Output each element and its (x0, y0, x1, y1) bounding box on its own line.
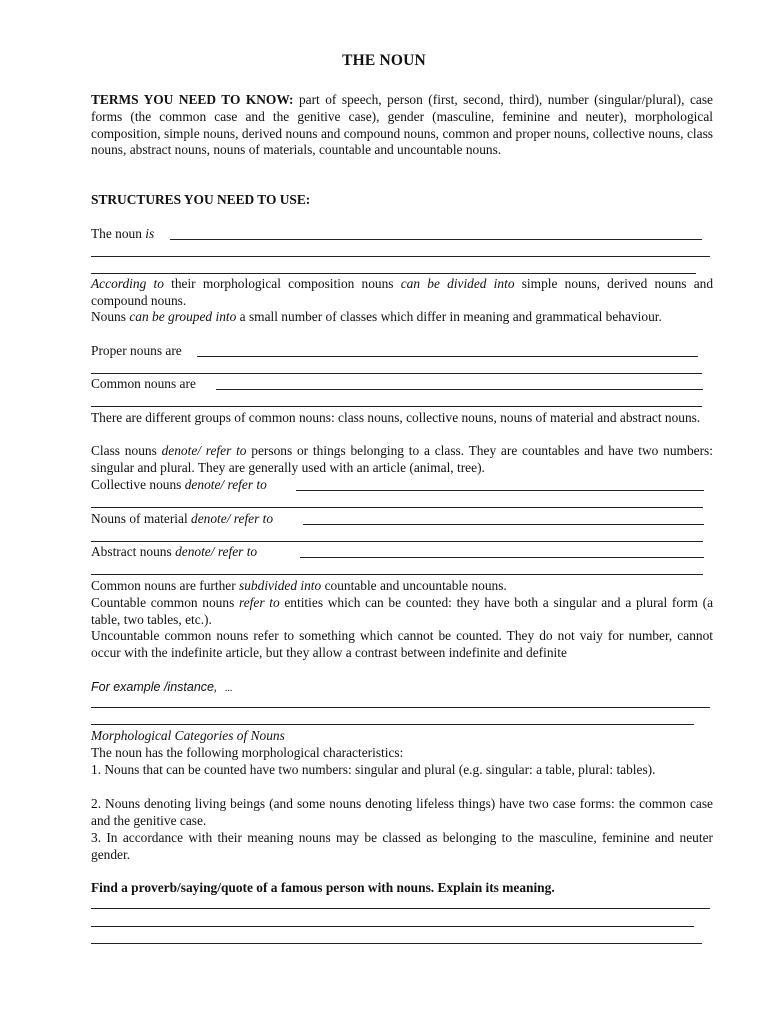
page-title: THE NOUN (342, 52, 426, 69)
answer-line[interactable] (91, 406, 702, 407)
answer-line[interactable] (91, 574, 703, 575)
subdivided-line (91, 578, 713, 595)
noun-is-verb: is (145, 226, 155, 241)
phrase-italic: denote/ refer to (175, 544, 258, 559)
answer-line[interactable] (197, 356, 698, 357)
answer-line[interactable] (296, 490, 704, 491)
uncountable-paragraph: Uncountable common nouns refer to something which cannot be counted. They do not vaiy for number, cannot occur with the indefinite article, but they allow a contrast between indefinite and definite (91, 628, 713, 660)
answer-line[interactable] (170, 239, 702, 240)
morph-categories-intro: The noun has the following morphological characteristics: (91, 745, 404, 760)
terms-text: part of speech, person (first, second, third), number (singular/plural), case forms (the common case and the genitive case), gender (masculine, feminine and neuter), morphological composition, simple nouns, derived nouns and compound nouns, common and proper nouns, collective nouns, class nouns, abstract nouns, nouns of materials, countable and uncountable nouns. (91, 92, 713, 158)
task-heading: Find a proverb/saying/quote of a famous person with nouns. Explain its meaning. (91, 880, 555, 895)
noun-is-prefix: The noun (91, 226, 146, 241)
structures-heading: STRUCTURES YOU NEED TO USE: (91, 192, 311, 207)
morph-item-1: 1. Nouns that can be counted have two numbers: singular and plural (e.g. singular: a table, plural: tables). (91, 762, 656, 777)
groups-paragraph: There are different groups of common nouns: class nouns, collective nouns, nouns of material and abstract nouns. (91, 410, 701, 425)
text: simple nouns, derived nouns and compound nouns. (91, 276, 714, 308)
text: Nouns (91, 309, 130, 324)
text: persons or things belonging to a class. They are countables and have two numbers: singular and plural. They are generally used with an article (animal, tree). (91, 443, 713, 475)
answer-line[interactable] (91, 724, 694, 725)
text: Common nouns are further (91, 578, 240, 593)
text: Collective nouns (91, 477, 185, 492)
answer-line[interactable] (300, 557, 704, 558)
answer-line[interactable] (303, 524, 704, 525)
phrase-italic: can be divided into (400, 276, 515, 291)
morph-division-paragraph (91, 276, 713, 310)
phrase-italic: According to (91, 276, 164, 291)
answer-line[interactable] (91, 943, 702, 944)
terms-paragraph (91, 92, 713, 159)
answer-line[interactable] (91, 373, 702, 374)
answer-line[interactable] (91, 541, 703, 542)
phrase-italic: denote/ refer to (161, 443, 247, 458)
text: their morphological composition nouns (163, 276, 401, 291)
answer-line[interactable] (91, 273, 696, 274)
class-nouns-paragraph (91, 443, 713, 477)
phrase-italic: refer to (239, 595, 280, 610)
proper-nouns-line: Proper nouns are (91, 343, 182, 358)
example-line (91, 679, 713, 698)
phrase-italic: subdivided into (239, 578, 322, 593)
text: Countable common nouns (91, 595, 239, 610)
answer-line[interactable] (91, 256, 710, 257)
phrase-italic: can be grouped into (129, 309, 237, 324)
text: countable and uncountable nouns. (321, 578, 507, 593)
answer-line[interactable] (91, 707, 710, 708)
answer-line[interactable] (91, 908, 710, 909)
answer-line[interactable] (91, 507, 703, 508)
morph-item-2: 2. Nouns denoting living beings (and some nouns denoting lifeless things) have two case forms: the common case and the genitive case. (91, 796, 713, 828)
abstract-nouns-line (91, 544, 713, 561)
text: Abstract nouns (91, 544, 176, 559)
text: a small number of classes which differ in meaning and grammatical behaviour. (236, 309, 662, 324)
text: Nouns of material (91, 511, 192, 526)
phrase-italic: denote/ refer to (191, 511, 274, 526)
noun-is-line (91, 226, 713, 243)
text: Class nouns (91, 443, 162, 458)
collective-nouns-line (91, 477, 713, 494)
text: entities which can be counted: they have both a singular and a plural form (a table, two tables, etc.). (91, 595, 714, 627)
material-nouns-line (91, 511, 713, 528)
terms-label: TERMS YOU NEED TO KNOW: (91, 92, 294, 107)
example-dots: ... (224, 683, 233, 694)
grouped-paragraph (91, 309, 713, 326)
phrase-italic: denote/ refer to (184, 477, 267, 492)
answer-line[interactable] (216, 389, 703, 390)
morph-item-3: 3. In accordance with their meaning nouns may be classed as belonging to the masculine, feminine and neuter gender. (91, 830, 713, 862)
example-label: For example /instance, (91, 680, 218, 694)
answer-line[interactable] (91, 926, 694, 927)
common-nouns-line: Common nouns are (91, 376, 196, 391)
countable-paragraph (91, 595, 713, 629)
morph-categories-heading: Morphological Categories of Nouns (91, 728, 285, 743)
